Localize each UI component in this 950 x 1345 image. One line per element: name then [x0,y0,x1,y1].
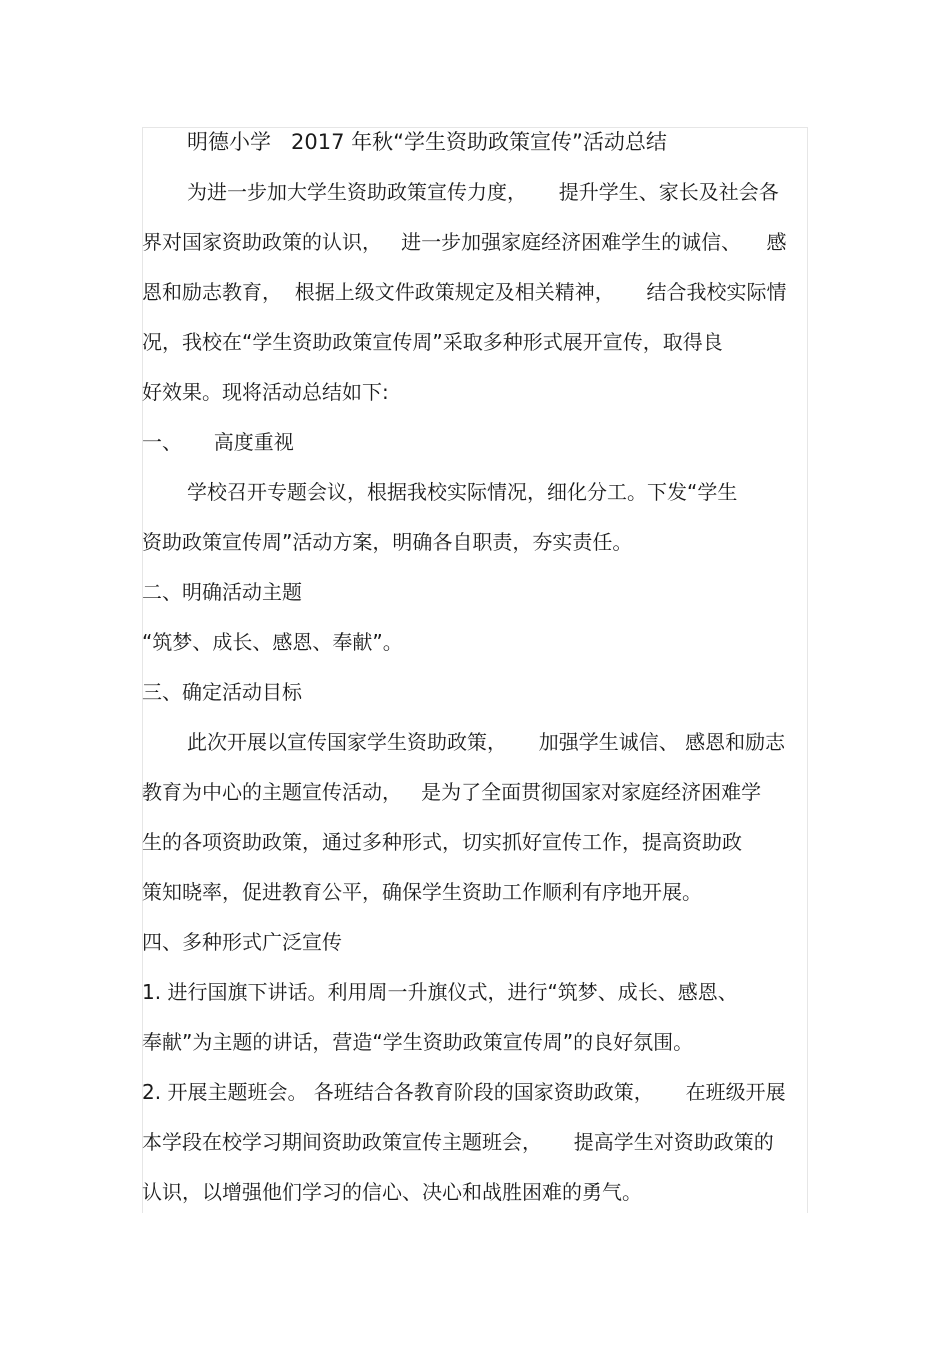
paragraph-line: 2. 开展主题班会。 各班结合各教育阶段的国家资助政策， 在班级开展 [142,1080,786,1104]
paragraph-line: 生的各项资助政策，通过多种形式，切实抓好宣传工作，提高资助政 [142,830,742,854]
paragraph-line: 认识，以增强他们学习的信心、决心和战胜困难的勇气。 [142,1180,642,1204]
paragraph-line: 学校召开专题会议，根据我校实际情况，细化分工。下发“学生 [187,480,738,504]
paragraph-line: 教育为中心的主题宣传活动， 是为了全面贯彻国家对家庭经济困难学 [142,780,762,804]
paragraph-line: 好效果。现将活动总结如下: [142,380,389,404]
paragraph-line: 恩和励志教育， 根据上级文件政策规定及相关精神， 结合我校实际情 [142,280,787,304]
paragraph-line: 1. 进行国旗下讲话。利用周一升旗仪式，进行“筑梦、成长、感恩、 [142,980,738,1004]
paragraph-line: 一、 高度重视 [142,430,294,454]
paragraph-line: 界对国家资助政策的认识， 进一步加强家庭经济困难学生的诚信、 感 [142,230,787,254]
paragraph-line: 二、明确活动主题 [142,580,302,604]
paragraph-line: “筑梦、成长、感恩、奉献”。 [142,630,403,654]
paragraph-line: 为进一步加大学生资助政策宣传力度， 提升学生、家长及社会各 [187,180,779,204]
paragraph-line: 三、确定活动目标 [142,680,302,704]
paragraph-line: 四、多种形式广泛宣传 [142,930,342,954]
paragraph-line: 本学段在校学习期间资助政策宣传主题班会， 提高学生对资助政策的 [142,1130,774,1154]
paragraph-line: 此次开展以宣传国家学生资助政策， 加强学生诚信、 感恩和励志 [187,730,786,754]
paragraph-line: 奉献”为主题的讲话，营造“学生资助政策宣传周”的良好氛围。 [142,1030,694,1054]
paragraph-line: 资助政策宣传周”活动方案，明确各自职责，夯实责任。 [142,530,633,554]
document-title: 明德小学 2017 年秋“学生资助政策宣传”活动总结 [187,130,667,154]
paragraph-line: 策知晓率，促进教育公平，确保学生资助工作顺利有序地开展。 [142,880,702,904]
paragraph-line: 况，我校在“学生资助政策宣传周”采取多种形式展开宣传，取得良 [142,330,723,354]
